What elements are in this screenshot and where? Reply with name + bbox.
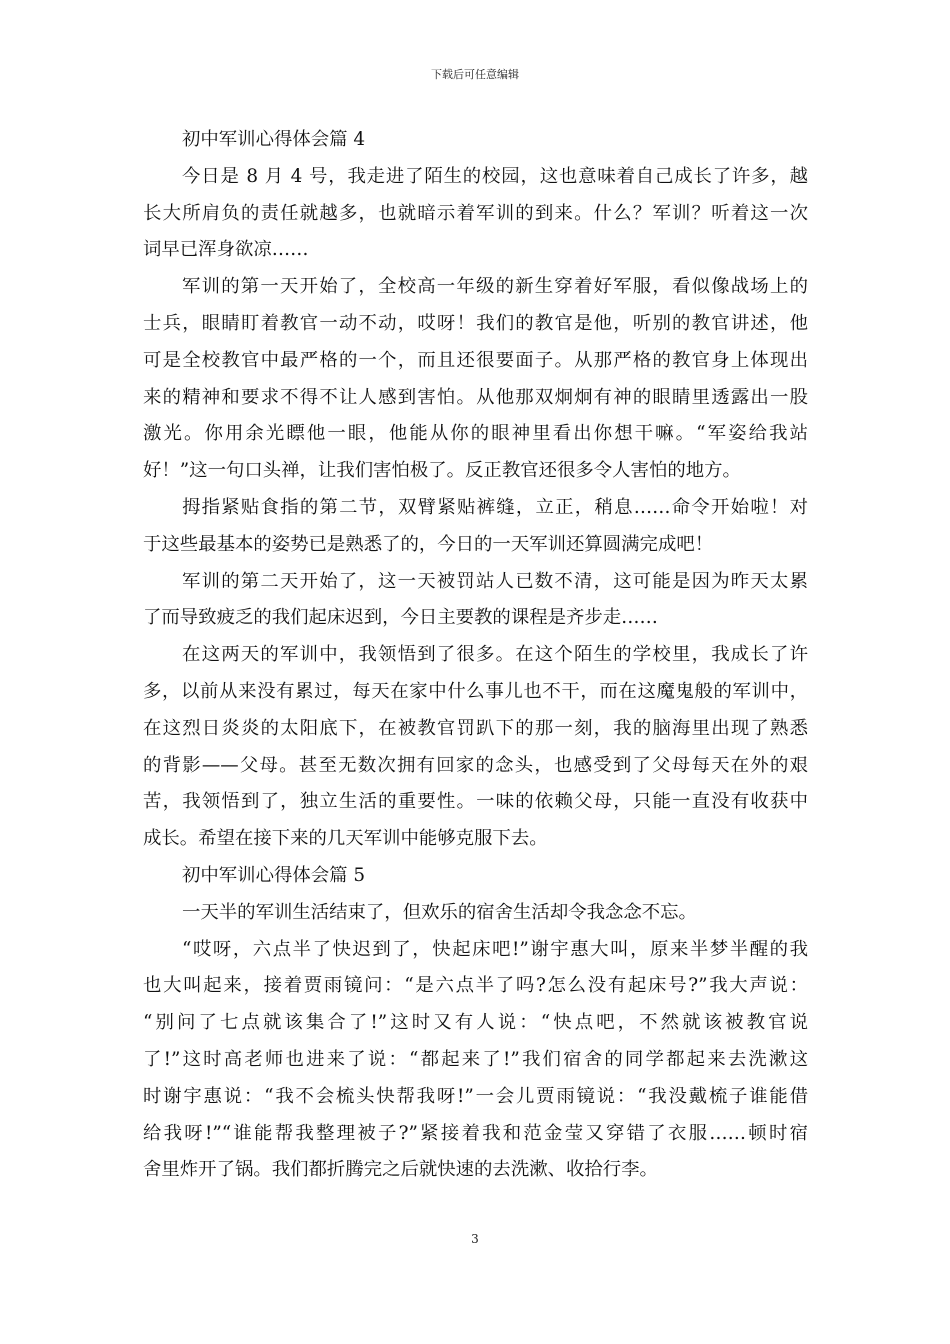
text-line: 也大叫起来，接着贾雨镜问：“是六点半了吗?怎么没有起床号?”我大声说： — [143, 975, 808, 997]
text-line: 苦，我领悟到了，独立生活的重要性。一味的依赖父母，只能一直没有收获中 — [143, 791, 808, 813]
text-line: 初中军训心得体会篇 4 — [182, 129, 366, 150]
text-line: 来的精神和要求不得不让人感到害怕。从他那双炯炯有神的眼睛里透露出一股 — [143, 386, 808, 408]
text-line: 拇指紧贴食指的第二节，双臂紧贴裤缝，立正，稍息……命令开始啦！对 — [182, 496, 808, 518]
text-line: 词早已浑身欲凉…… — [143, 239, 309, 261]
text-line: 在这烈日炎炎的太阳底下，在被教官罚趴下的那一刻，我的脑海里出现了熟悉 — [143, 717, 808, 739]
document-body — [143, 122, 808, 1189]
text-line: 多，以前从来没有累过，每天在家中什么事儿也不干，而在这魔鬼般的军训中， — [143, 680, 808, 702]
text-line: 了而导致疲乏的我们起床迟到，今日主要教的课程是齐步走…… — [143, 607, 658, 629]
text-line: 一天半的军训生活结束了，但欢乐的宿舍生活却令我念念不忘。 — [182, 901, 697, 923]
text-line: 可是全校教官中最严格的一个，而且还很要面子。从那严格的教官身上体现出 — [143, 349, 808, 371]
text-line: “哎呀，六点半了快迟到了，快起床吧!”谢宇惠大叫，原来半梦半醒的我 — [182, 938, 808, 960]
text-line: 长大所肩负的责任就越多，也就暗示着军训的到来。什么？军训？听着这一次 — [143, 202, 808, 224]
text-line: 在这两天的军训中，我领悟到了很多。在这个陌生的学校里，我成长了许 — [182, 644, 808, 666]
text-line: 军训的第二天开始了，这一天被罚站人已数不清，这可能是因为昨天太累 — [182, 570, 808, 592]
text-line: 好！”这一句口头禅，让我们害怕极了。反正教官还很多令人害怕的地方。 — [143, 460, 741, 482]
text-line: 初中军训心得体会篇 5 — [182, 864, 366, 886]
text-line: 的背影——父母。甚至无数次拥有回家的念头，也感受到了父母每天在外的艰 — [143, 754, 808, 776]
text-line: 士兵，眼睛盯着教官一动不动，哎呀！我们的教官是他，听别的教官讲述，他 — [143, 312, 808, 334]
text-line: 今日是 8 月 4 号，我走进了陌生的校园，这也意味着自己成长了许多，越 — [182, 165, 808, 187]
text-line: 给我呀!”“谁能帮我整理被子?”紧接着我和范金莹又穿错了衣服……顿时宿 — [143, 1122, 808, 1144]
text-line: 于这些最基本的姿势已是熟悉了的，今日的一天军训还算圆满完成吧！ — [143, 533, 714, 555]
text-line: 时谢宇惠说：“我不会梳头快帮我呀!”一会儿贾雨镜说：“我没戴梳子谁能借 — [143, 1085, 808, 1107]
page-number: 3 — [471, 1232, 479, 1246]
text-line: “别问了七点就该集合了!”这时又有人说：“快点吧，不然就该被教官说 — [143, 1012, 808, 1034]
text-line: 舍里炸开了锅。我们都折腾完之后就快速的去洗漱、收拾行李。 — [143, 1159, 658, 1181]
text-line: 成长。希望在接下来的几天军训中能够克服下去。 — [143, 828, 548, 850]
text-line: 了!”这时高老师也进来了说：“都起来了!”我们宿舍的同学都起来去洗漱这 — [143, 1048, 808, 1070]
page-header: 下载后可任意编辑 — [431, 68, 519, 81]
text-line: 激光。你用余光瞟他一眼，他能从你的眼神里看出你想干嘛。“军姿给我站 — [143, 423, 808, 445]
text-line: 军训的第一天开始了，全校高一年级的新生穿着好军服，看似像战场上的 — [182, 276, 808, 298]
